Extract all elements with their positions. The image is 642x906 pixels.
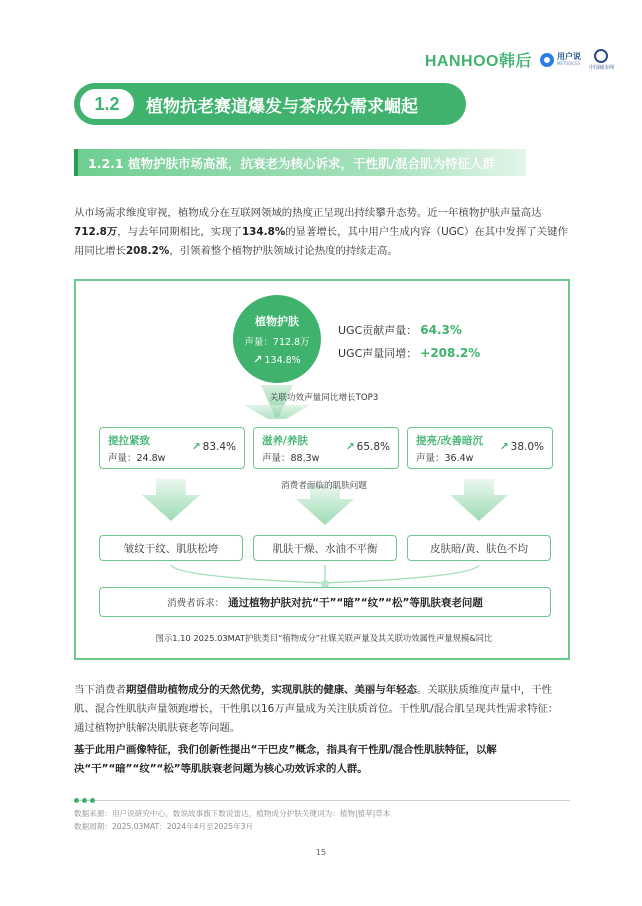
function-name: 滋养/养肤 xyxy=(262,435,308,447)
hanhoo-logo: HANHOO韩后 xyxy=(424,53,532,70)
problem-box-dullness: 皮肤暗/黄、肤色不均 xyxy=(407,535,551,561)
problems-label: 消费者面临的肌肤问题 xyxy=(281,481,367,491)
problem-box-wrinkles: 皱纹干纹、肌肤松垮 xyxy=(99,535,243,561)
partner-logo-text: 中国城市网 xyxy=(588,64,614,71)
function-growth: 38.0% xyxy=(510,441,544,453)
appeal-label: 消费者诉求： xyxy=(167,598,225,609)
data-source-note: 数据来源：用户说研究中心，数说故事旗下数说雷达，植物成分护肤关键词为：植物|植萃|草本 xyxy=(74,809,391,818)
consumer-appeal-box xyxy=(99,587,551,617)
partner-seal-icon xyxy=(594,49,608,63)
functions-label: 关联功效声量同比增长TOP3 xyxy=(269,393,379,403)
appeal-text: 通过植物护肤对抗“干”“暗”“纹”“松”等肌肤衰老问题 xyxy=(228,596,483,609)
para2-text-2: 。关联肤质维度声量中，干性肌、混合性肌肤声量领跑增长，干性肌以16万声量成为关注肤质首位。干性肌/混合肌呈现共性需求特征：通过植物护肤解决肌肤衰老等问题。 xyxy=(74,684,559,734)
function-volume-label: 声量： xyxy=(262,453,291,464)
ugc-share-label: UGC贡献声量： xyxy=(338,324,418,337)
header-logos xyxy=(425,48,614,71)
yonghushuo-logo-icon xyxy=(540,53,554,67)
yonghushuo-logo-en: METVOICES xyxy=(556,61,581,66)
function-growth: 83.4% xyxy=(202,441,236,453)
data-period-note: 数据周期：2025.03MAT：2024年4月至2025年3月 xyxy=(74,822,254,831)
converge-line-1 xyxy=(171,565,325,583)
subsection-title-bar xyxy=(74,149,526,176)
para1-bold-growth: 134.8% xyxy=(241,226,286,238)
plant-skincare-hub xyxy=(233,295,321,383)
section-title: 植物抗老赛道爆发与茶成分需求崛起 xyxy=(146,96,418,117)
function-name: 提亮/改善暗沉 xyxy=(416,435,483,447)
infographic-figure xyxy=(74,279,570,660)
page-number: 15 xyxy=(315,848,327,857)
para1-bold-volume: 712.8万 xyxy=(74,226,118,238)
function-card-lifting xyxy=(99,427,245,469)
hub-growth-value: 134.8% xyxy=(264,354,301,366)
growth-arrow-icon: ↗ xyxy=(499,441,509,453)
para2-bold: 期望借助植物成分的天然优势，实现肌肤的健康、美丽与年轻态 xyxy=(125,684,417,696)
para1-text-2: ，与去年同期相比，实现了 xyxy=(117,226,242,238)
function-growth: 65.8% xyxy=(356,441,390,453)
function-volume-label: 声量： xyxy=(108,453,137,464)
function-volume: 36.4w xyxy=(444,453,474,464)
funnel-shape-wide xyxy=(244,405,310,419)
subsection-title: 1.2.1 植物护肤市场高涨，抗衰老为核心诉求，干性肌/混合肌为特征人群 xyxy=(88,155,496,171)
consumer-paragraph xyxy=(74,681,568,738)
hub-volume-value: 712.8万 xyxy=(272,336,310,348)
yonghushuo-logo-cn: 用户说 xyxy=(556,52,581,61)
footer-divider xyxy=(74,800,570,801)
section-number: 1.2 xyxy=(80,89,134,119)
para2-text-1: 当下消费者 xyxy=(74,684,126,696)
ugc-growth-value: +208.2% xyxy=(420,346,481,360)
ugc-growth-label: UGC声量同增： xyxy=(338,347,418,360)
function-volume: 24.8w xyxy=(136,453,166,464)
intro-paragraph xyxy=(74,204,568,261)
down-arrow-2 xyxy=(296,485,354,525)
hub-title: 植物护肤 xyxy=(255,314,299,328)
growth-arrow-icon: ↗ xyxy=(253,352,263,366)
ugc-share-value: 64.3% xyxy=(420,323,462,337)
figure-caption: 图示1.10 2025.03MAT护肤类目“植物成分”社媒关联声量及其关联功效属性声量规模&同比 xyxy=(155,633,493,643)
section-title-banner xyxy=(74,83,466,125)
para1-bold-ugc-growth: 208.2% xyxy=(125,245,170,257)
function-name: 提拉紧致 xyxy=(108,435,150,447)
yonghushuo-logo xyxy=(540,53,581,67)
function-card-brightening xyxy=(407,427,553,469)
ugc-share-stat xyxy=(338,322,462,338)
para1-text-4: ，引领着整个植物护肤领域讨论热度的持续走高。 xyxy=(169,245,398,257)
function-volume-label: 声量： xyxy=(416,453,445,464)
concept-paragraph: 基于此用户画像特征，我们创新性提出“干巴皮”概念，指具有干性肌/混合性肌肤特征，以解决“干”“暗”“纹”“松”等肌肤衰老问题为核心功效诉求的人群。 xyxy=(74,744,497,775)
hub-volume-label: 声量： xyxy=(244,336,273,348)
para1-text-1: 从市场需求维度审视，植物成分在互联网领域的热度正呈现出持续攀升态势。近一年植物护肤声量高达 xyxy=(74,207,542,219)
function-card-nourishing xyxy=(253,427,399,469)
divider-dots xyxy=(74,798,95,803)
ugc-growth-stat xyxy=(338,345,480,361)
growth-arrow-icon: ↗ xyxy=(345,441,355,453)
growth-arrow-icon: ↗ xyxy=(191,441,201,453)
partner-logo xyxy=(589,49,614,71)
function-volume: 88.3w xyxy=(290,453,320,464)
para1-text-3: 的显著增长，其中用户生成内容（UGC）在其中发挥了关键作用同比增长 xyxy=(74,226,568,257)
converge-line-3 xyxy=(325,565,479,583)
problem-box-dryness: 肌肤干燥、水油不平衡 xyxy=(253,535,397,561)
